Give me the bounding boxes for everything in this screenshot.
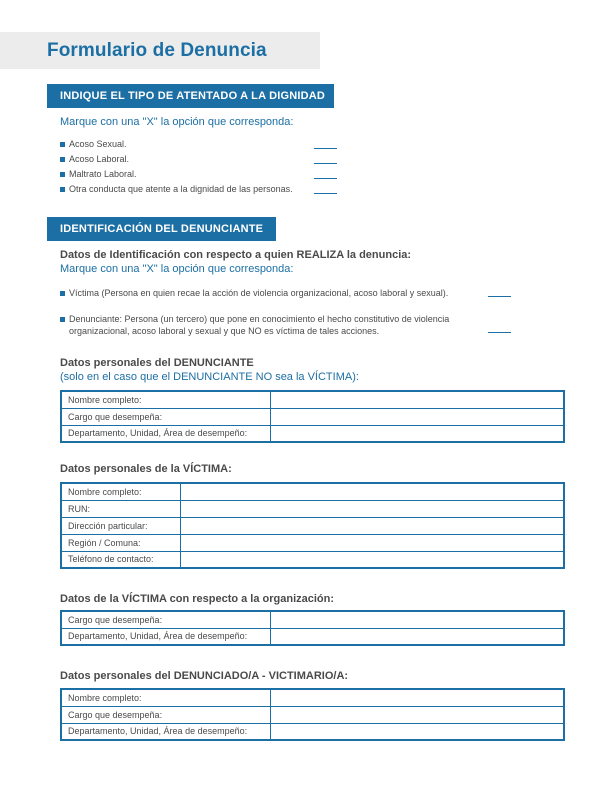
- table-row: [61, 689, 564, 706]
- page-title: Formulario de Denuncia: [47, 40, 267, 61]
- denunciante-subheading: (solo en el caso que el DENUNCIANTE NO sea la VÍCTIMA):: [60, 371, 359, 383]
- mark-field-maltrato-laboral[interactable]: [314, 178, 337, 179]
- field-label: RUN:: [61, 500, 180, 517]
- table-row: [61, 551, 564, 568]
- mark-field-otra-conducta[interactable]: [314, 193, 337, 194]
- table-row: [61, 706, 564, 723]
- mark-field-acoso-sexual[interactable]: [314, 148, 337, 149]
- denunciado-departamento-input[interactable]: [270, 723, 564, 740]
- denunciante-nombre-input[interactable]: [270, 391, 564, 408]
- denunciante-cargo-input[interactable]: [270, 408, 564, 425]
- option-label: Acoso Laboral.: [69, 154, 130, 164]
- field-label: Cargo que desempeña:: [61, 611, 270, 628]
- field-label: Nombre completo:: [61, 689, 270, 706]
- bullet-square-icon: [60, 157, 65, 162]
- option-label-line1: Denunciante: Persona (un tercero) que pone en conocimiento el hecho constitutivo de violencia: [69, 314, 450, 324]
- section-heading-tipo-atentado: INDIQUE EL TIPO DE ATENTADO A LA DIGNIDAD: [47, 84, 334, 108]
- field-label: Teléfono de contacto:: [61, 551, 180, 568]
- field-label: Nombre completo:: [61, 391, 270, 408]
- table-row: [61, 723, 564, 740]
- victima-table: [60, 482, 565, 569]
- bullet-square-icon: [60, 291, 65, 296]
- table-row: [61, 408, 564, 425]
- organizacion-departamento-input[interactable]: [270, 628, 564, 645]
- denunciante-departamento-input[interactable]: [270, 425, 564, 442]
- section2-instruction: Marque con una "X" la opción que corresponda:: [60, 263, 294, 275]
- option-label: Víctima (Persona en quien recae la acción de violencia organizacional, acoso laboral y sexual).: [69, 288, 449, 298]
- mark-field-victima[interactable]: [488, 296, 511, 297]
- section-heading-identificacion: IDENTIFICACIÓN DEL DENUNCIANTE: [47, 217, 276, 241]
- table-row: [61, 534, 564, 551]
- option-label: Otra conducta que atente a la dignidad de las personas.: [69, 184, 293, 194]
- field-label: Dirección particular:: [61, 517, 180, 534]
- bullet-square-icon: [60, 187, 65, 192]
- denunciado-heading: Datos personales del DENUNCIADO/A - VICTIMARIO/A:: [60, 670, 349, 682]
- field-label: Región / Comuna:: [61, 534, 180, 551]
- denunciante-table: [60, 390, 565, 443]
- denunciante-heading: Datos personales del DENUNCIANTE: [60, 357, 254, 369]
- denunciado-table: [60, 688, 565, 741]
- table-row: [61, 611, 564, 628]
- organizacion-cargo-input[interactable]: [270, 611, 564, 628]
- table-row: [61, 483, 564, 500]
- table-row: [61, 517, 564, 534]
- section1-instruction: Marque con una "X" la opción que corresponda:: [60, 116, 294, 128]
- mark-field-denunciante[interactable]: [488, 332, 511, 333]
- mark-field-acoso-laboral[interactable]: [314, 163, 337, 164]
- victima-telefono-input[interactable]: [180, 551, 564, 568]
- victima-heading: Datos personales de la VÍCTIMA:: [60, 463, 232, 475]
- option-label: Acoso Sexual.: [69, 139, 127, 149]
- table-row: [61, 391, 564, 408]
- field-label: Nombre completo:: [61, 483, 180, 500]
- victima-run-input[interactable]: [180, 500, 564, 517]
- option-label-line2: organizacional, acoso laboral y sexual y que NO es víctima de tales acciones.: [69, 326, 380, 336]
- field-label: Departamento, Unidad, Área de desempeño:: [61, 425, 270, 442]
- section2-subheading: Datos de Identificación con respecto a quien REALIZA la denuncia:: [60, 249, 412, 261]
- table-row: [61, 628, 564, 645]
- organizacion-table: [60, 610, 565, 646]
- denunciado-cargo-input[interactable]: [270, 706, 564, 723]
- victima-direccion-input[interactable]: [180, 517, 564, 534]
- field-label: Cargo que desempeña:: [61, 408, 270, 425]
- organizacion-heading: Datos de la VÍCTIMA con respecto a la organización:: [60, 593, 335, 605]
- field-label: Cargo que desempeña:: [61, 706, 270, 723]
- victima-region-input[interactable]: [180, 534, 564, 551]
- bullet-square-icon: [60, 317, 65, 322]
- field-label: Departamento, Unidad, Área de desempeño:: [61, 628, 270, 645]
- option-label: Maltrato Laboral.: [69, 169, 137, 179]
- denunciado-nombre-input[interactable]: [270, 689, 564, 706]
- bullet-square-icon: [60, 172, 65, 177]
- table-row: [61, 500, 564, 517]
- bullet-square-icon: [60, 142, 65, 147]
- victima-nombre-input[interactable]: [180, 483, 564, 500]
- field-label: Departamento, Unidad, Área de desempeño:: [61, 723, 270, 740]
- table-row: [61, 425, 564, 442]
